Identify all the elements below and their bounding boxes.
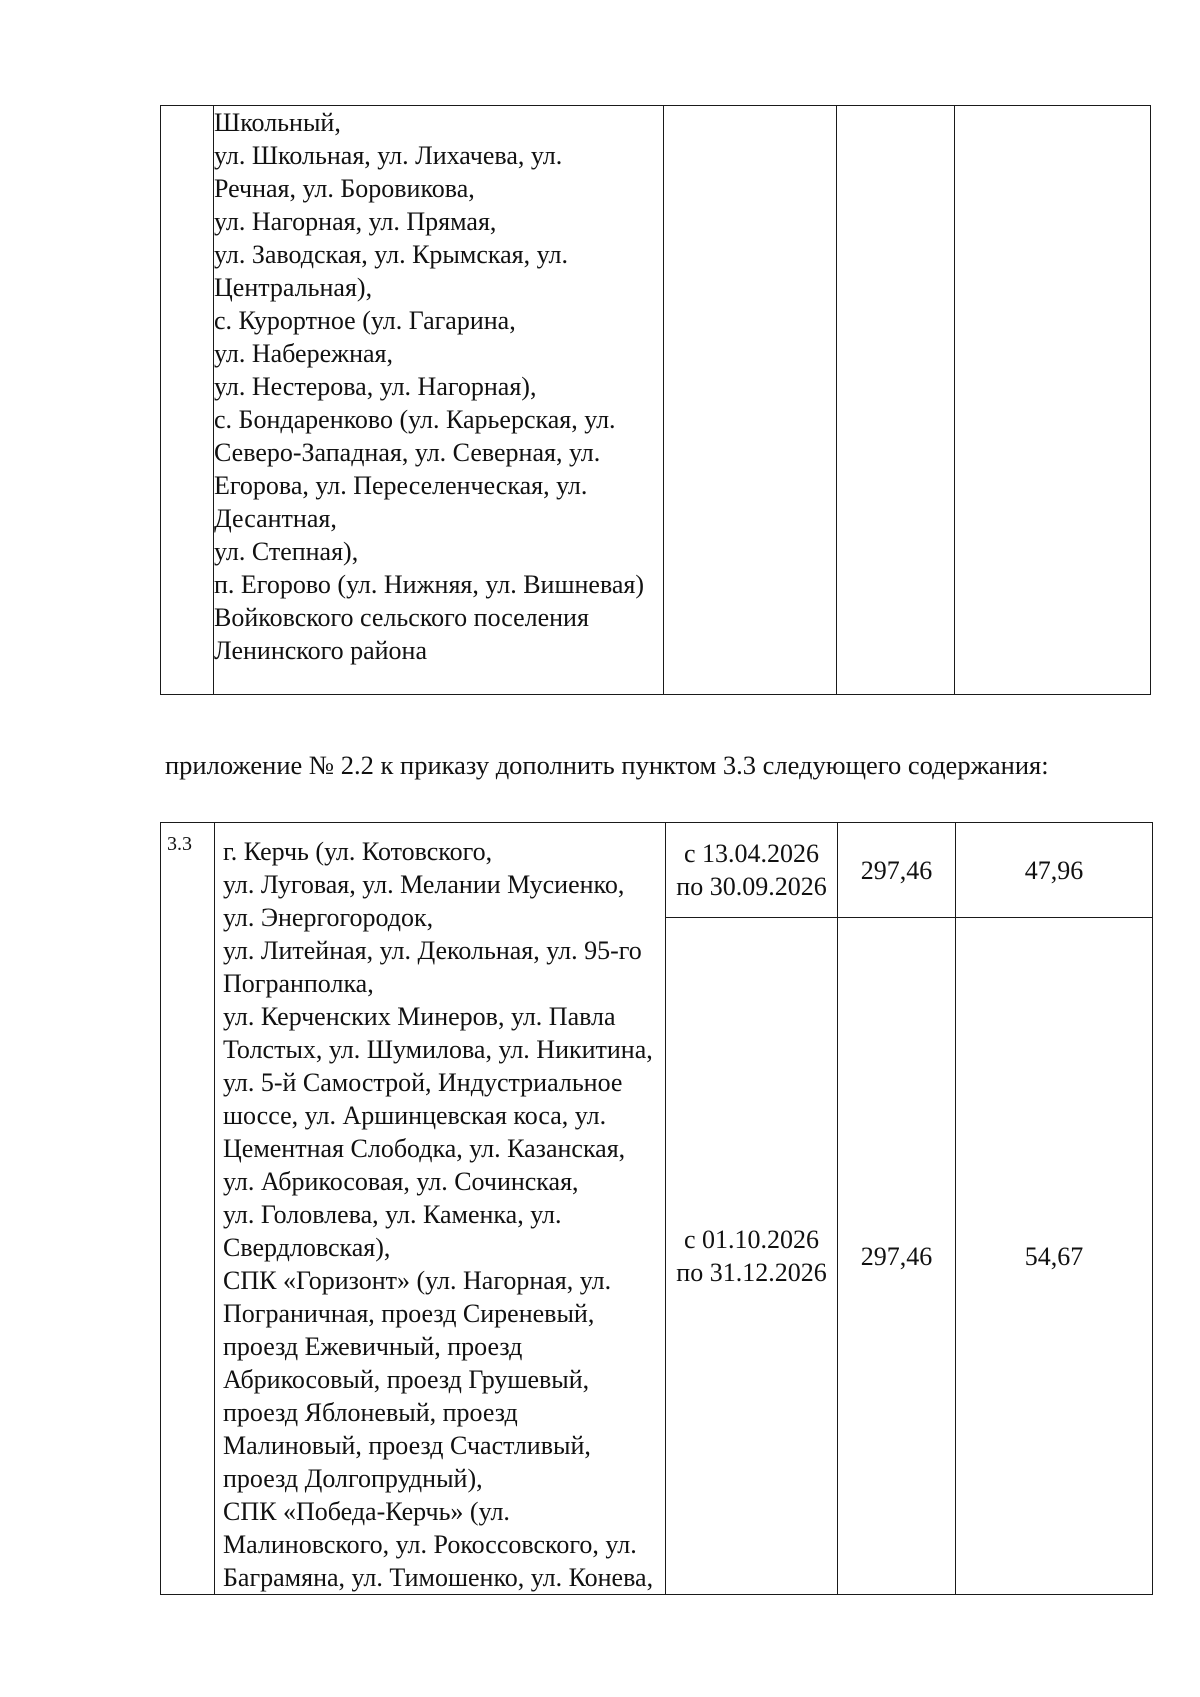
value1-cell [837,106,955,695]
tariff-table [160,822,1153,1595]
value2-cell [955,106,1151,695]
period-cell: с 01.10.2026 по 31.12.2026 [666,918,838,1595]
value1-cell: 297,46 [838,823,956,918]
value2-cell: 54,67 [956,918,1153,1595]
address-cell: Школьный, ул. Школьная, ул. Лихачева, ул. Речная, ул. Боровикова, ул. Нагорная, ул. Прямая, ул. Заводская, ул. Крымская, ул. Центральная), с. Курортное (ул. Гагарина, ул. Набережная, ул. Нестерова, ул. Нагорная), с. Бондаренково (ул. Карьерская, ул. Северо-Западная, ул. Северная, ул. Егорова, ул. Переселенческая, ул. Десантная, ул. Степная), п. Егорово (ул. Нижняя, ул. Вишневая) Войковского сельского поселения Ленинского района [214,106,664,695]
table-row [161,106,1151,695]
period-cell [664,106,837,695]
continuation-table [160,105,1151,695]
number-cell [161,106,214,695]
item-number: 3.3 [161,823,215,1595]
table-row [161,823,1153,918]
intro-paragraph: приложение № 2.2 к приказу дополнить пунктом 3.3 следующего содержания: [165,750,1049,780]
value1-cell: 297,46 [838,918,956,1595]
address-cell: г. Керчь (ул. Котовского, ул. Луговая, ул. Мелании Мусиенко, ул. Энергогородок, ул. Литейная, ул. Декольная, ул. 95-го Погранполка, ул. Керченских Минеров, ул. Павла Толстых, ул. Шумилова, ул. Никитина, ул. 5-й Самострой, Индустриальное шоссе, ул. Аршинцевская коса, ул. Цементная Слободка, ул. Казанская, ул. Абрикосовая, ул. Сочинская, ул. Головлева, ул. Каменка, ул. Свердловская), СПК «Горизонт» (ул. Нагорная, ул. Пограничная, проезд Сиреневый, проезд Ежевичный, проезд Абрикосовый, проезд Грушевый, проезд Яблоневый, проезд Малиновый, проезд Счастливый, проезд Долгопрудный), СПК «Победа-Керчь» (ул. Малиновского, ул. Рокоссовского, ул. Баграмяна, ул. Тимошенко, ул. Конева, [215,823,666,1595]
period-cell: с 13.04.2026 по 30.09.2026 [666,823,838,918]
value2-cell: 47,96 [956,823,1153,918]
